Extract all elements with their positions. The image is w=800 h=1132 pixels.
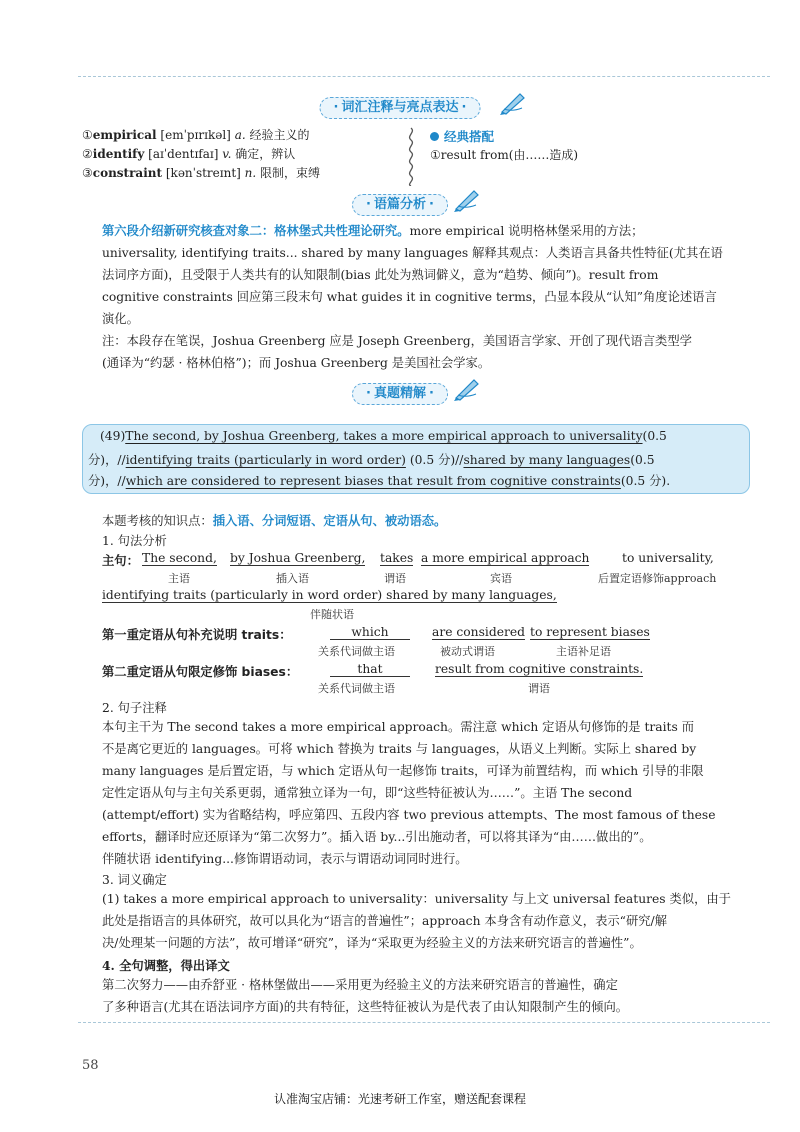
syntax-tag: 后置定语修饰approach bbox=[598, 572, 717, 585]
collocation-heading: 经典搭配 bbox=[430, 127, 494, 145]
syntax-tag: 主语 bbox=[168, 572, 190, 585]
footer-text: 认准淘宝店铺：光速考研工作室，赠送配套课程 bbox=[273, 1092, 526, 1106]
translation-heading: 4. 全句调整，得出译文 bbox=[102, 958, 230, 973]
syntax-tag: 谓语 bbox=[528, 682, 550, 695]
syntax-segment: The second, bbox=[142, 551, 217, 565]
syntax-heading: 1. 句法分析 bbox=[102, 534, 167, 548]
analysis-note: 注：本段存在笔误，Joshua Greenberg 应是 Joseph Greenberg，美国语言学家、开创了现代语言类型学 (通译为“约瑟 · 格林伯格”)；而 Joshua Greenberg 是美国社会学家。 bbox=[102, 334, 692, 370]
collocation-item: ①result from(由……造成) bbox=[430, 148, 579, 162]
vocab-item: ③constraint [kənˈstreɪnt] n. 限制，束缚 bbox=[82, 166, 321, 180]
pen-icon bbox=[498, 90, 528, 116]
wordsense-heading: 3. 词义确定 bbox=[102, 873, 167, 887]
section-title-exam: · 真题精解 · bbox=[352, 383, 448, 405]
syntax-segment: that bbox=[330, 662, 410, 677]
question-line-3: 分)，//which are considered to represent biases that result from cognitive constraints(0.5 分). bbox=[88, 474, 671, 488]
syntax-tag: 关系代词做主语 bbox=[318, 682, 395, 695]
relative-clause-2-label: 第二重定语从句限定修饰 biases： bbox=[102, 665, 299, 679]
syntax-segment: to universality, bbox=[622, 551, 714, 565]
spiral-divider-icon bbox=[404, 126, 418, 186]
syntax-segment: by Joshua Greenberg, bbox=[230, 551, 366, 565]
notes-heading: 2. 句子注释 bbox=[102, 701, 167, 715]
knowledge-points: 本题考核的知识点：插入语、分词短语、定语从句、被动语态。 bbox=[102, 514, 447, 528]
section-title-vocab: · 词汇注释与亮点表达 · bbox=[320, 97, 481, 119]
syntax-segment: identifying traits (particularly in word order) shared by many languages, bbox=[102, 588, 557, 602]
question-line-2: 分)，//identifying traits (particularly in word order) (0.5 分)//shared by many languages(0.5 bbox=[88, 453, 655, 467]
top-divider bbox=[78, 76, 770, 77]
section-title-analysis: · 语篇分析 · bbox=[352, 194, 448, 216]
relative-clause-1-label: 第一重定语从句补充说明 traits： bbox=[102, 628, 292, 642]
bullet-dot-icon bbox=[430, 132, 439, 141]
bottom-divider bbox=[78, 1022, 770, 1023]
syntax-tag: 被动式谓语 bbox=[440, 645, 495, 658]
syntax-segment: result from cognitive constraints. bbox=[435, 662, 644, 676]
syntax-segment: takes bbox=[380, 551, 414, 565]
question-line-1: (49)The second, by Joshua Greenberg, takes a more empirical approach to universality(0.5 bbox=[100, 429, 667, 443]
syntax-segment: a more empirical approach bbox=[421, 551, 590, 565]
translation-paragraph: 第二次努力——由乔舒亚 · 格林堡做出——采用更为经验主义的方法来研究语言的普遍性，确定 了多种语言(尤其在语法词序方面)的共有特征，这些特征被认为是代表了由认知限制产生的倾向。 bbox=[102, 978, 629, 1014]
syntax-tag: 插入语 bbox=[276, 572, 309, 585]
syntax-tag: 关系代词做主语 bbox=[318, 645, 395, 658]
syntax-segment: which bbox=[330, 625, 410, 640]
syntax-segment: are considered bbox=[432, 625, 526, 639]
page-number: 58 bbox=[82, 1058, 99, 1073]
syntax-tag: 伴随状语 bbox=[310, 608, 354, 621]
notes-paragraph: 本句主干为 The second takes a more empirical approach。需注意 which 定语从句修饰的是 traits 而 不是离它更近的 languages。可将 which 替换为 traits 与 languages，从语义上判断。实际上 shared by many languages 是后置定语，与 which 定语从句一起修饰 traits，可译为前置结构，而 which 引导的非限 定性定语从句与主句关系更弱，通常独立译为一句，即“这些特征被认为……”。主语 The second (attempt/effort) 实为省略结构，呼应第四、五段内容 two previous attempts、The most famous of these efforts，翻译时应还原译为“第二次努力”。插入语 by...引出施动者，可以将其译为“由……做出的”。 伴随状语 identifying...修饰谓语动词，表示与谓语动词同时进行。 bbox=[102, 720, 716, 866]
syntax-tag: 主语补足语 bbox=[556, 645, 611, 658]
syntax-tag: 宾语 bbox=[490, 572, 512, 585]
pen-icon bbox=[452, 187, 482, 213]
syntax-tag: 谓语 bbox=[384, 572, 406, 585]
main-clause-label: 主句： bbox=[102, 554, 139, 568]
wordsense-paragraph: (1) takes a more empirical approach to universality：universality 与上文 universal features 类似，由于 此处是指语言的具体研究，故可以具化为“语言的普遍性”；approach 本身含有动作意义，表示“研究/解 决/处理某一问题的方法”，故可增译“研究”，译为“采取更为经验主义的方法来研究语言的普遍性”。 bbox=[102, 892, 731, 950]
vocab-item: ①empirical [emˈpɪrɪkəl] a. 经验主义的 bbox=[82, 128, 310, 142]
pen-icon bbox=[452, 376, 482, 402]
analysis-paragraph: 第六段介绍新研究核查对象二：格林堡式共性理论研究。more empirical 说明格林堡采用的方法； universality, identifying traits... shared by many languages 解释其观点：人类语言具备共性特征(尤其在语 法词序方面)，且受限于人类共有的认知限制(bias 此处为熟词僻义，意为“趋势、倾向”)。result from cognitive constraints 回应第三段末句 what guides it in cognitive terms，凸显本段从“认知”角度论述语言 演化。 bbox=[102, 223, 723, 326]
vocab-item: ②identify [aɪˈdentɪfaɪ] v. 确定，辨认 bbox=[82, 147, 296, 161]
syntax-segment: to represent biases bbox=[530, 625, 650, 639]
